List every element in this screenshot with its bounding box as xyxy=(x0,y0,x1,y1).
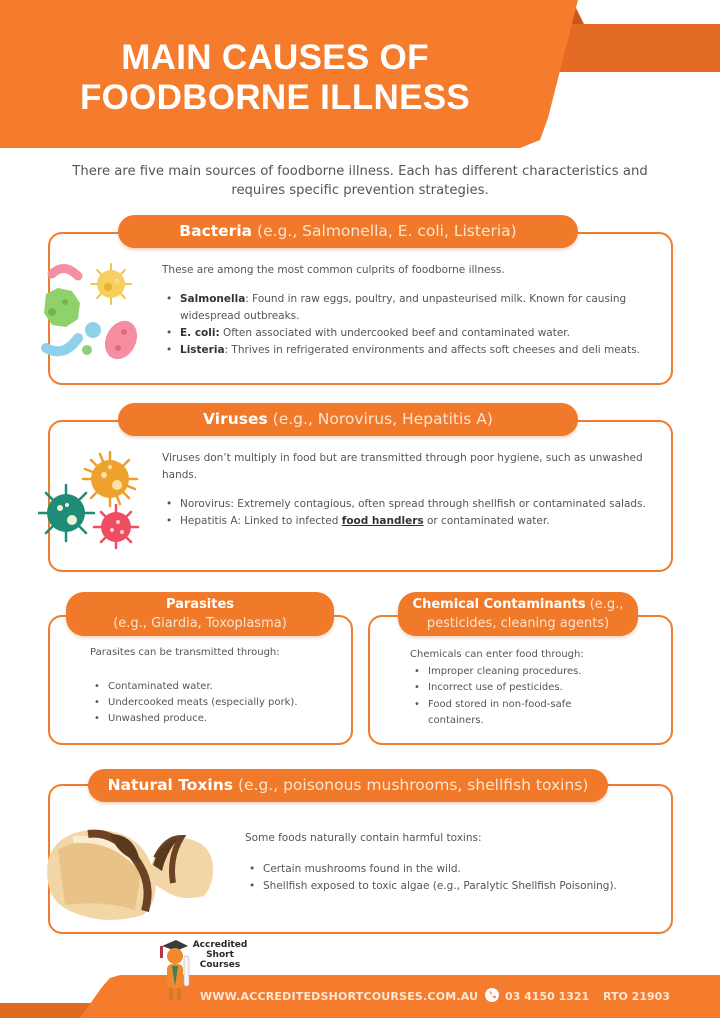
list-item: • Incorrect use of pesticides. xyxy=(410,680,620,697)
chemical-body xyxy=(410,647,620,730)
phone-number[interactable]: 03 4150 1321 xyxy=(505,990,590,1003)
parasites-examples: (e.g., Giardia, Toxoplasma) xyxy=(113,616,287,631)
title-line-1: MAIN CAUSES OF xyxy=(121,38,429,77)
list-item: • Salmonella: Found in raw eggs, poultry, and unpasteurised milk. Known for causing widespread outbreaks. xyxy=(162,291,652,325)
viruses-title: Viruses xyxy=(203,410,268,428)
brand-logo-text: Accredited Short Courses xyxy=(192,940,248,970)
chemical-intro: Chemicals can enter food through: xyxy=(410,649,584,660)
viruses-body xyxy=(162,450,652,530)
website-link[interactable]: WWW.ACCREDITEDSHORTCOURSES.COM.AU xyxy=(200,990,479,1003)
viruses-list xyxy=(162,496,652,530)
list-item: • E. coli: Often associated with undercooked beef and contaminated water. xyxy=(162,325,652,342)
virus-cluster-icon xyxy=(38,450,143,550)
parasites-title: Parasites xyxy=(165,597,235,612)
parasites-intro: Parasites can be transmitted through: xyxy=(90,647,280,658)
list-item: • Contaminated water. xyxy=(90,679,340,695)
title-line-2: FOODBORNE ILLNESS xyxy=(79,78,471,117)
phone-icon xyxy=(485,988,499,1002)
viruses-intro: Viruses don’t multiply in food but are transmitted through poor hygiene, such as unwashed hands. xyxy=(162,452,643,481)
list-item: • Improper cleaning procedures. xyxy=(410,664,620,681)
viruses-examples: (e.g., Norovirus, Hepatitis A) xyxy=(272,410,493,428)
bacteria-title: Bacteria xyxy=(179,222,253,240)
bacteria-list xyxy=(162,291,652,359)
toxins-body xyxy=(245,830,665,895)
intro-text: There are five main sources of foodborne illness. Each has different characteristics and requires specific prevention strategies. xyxy=(72,164,648,198)
parasites-heading xyxy=(66,592,334,636)
chemical-examples: pesticides, cleaning agents) xyxy=(426,616,610,631)
viruses-heading xyxy=(118,403,578,436)
list-item: • Undercooked meats (especially pork). xyxy=(90,695,340,711)
list-item: • Certain mushrooms found in the wild. xyxy=(245,861,665,878)
list-item: • Listeria: Thrives in refrigerated environments and affects soft cheeses and deli meats. xyxy=(162,342,652,359)
toxins-intro: Some foods naturally contain harmful toxins: xyxy=(245,832,482,844)
parasites-list xyxy=(90,679,340,727)
food-handlers-link[interactable]: food handlers xyxy=(341,515,424,527)
list-item: • Shellfish exposed to toxic algae (e.g., Paralytic Shellfish Poisoning). xyxy=(245,878,665,895)
header-ribbon-band xyxy=(555,24,720,72)
page-title xyxy=(40,38,510,118)
toxins-list xyxy=(245,861,665,895)
toxins-title: Natural Toxins xyxy=(107,776,234,794)
bacteria-examples: (e.g., Salmonella, E. coli, Listeria) xyxy=(257,222,517,240)
list-item: • Unwashed produce. xyxy=(90,711,340,727)
list-item: • Norovirus: Extremely contagious, often spread through shellfish or contaminated salads. xyxy=(162,496,652,513)
toxins-heading xyxy=(88,769,608,802)
rto-number: RTO 21903 xyxy=(603,990,670,1003)
parasites-body xyxy=(90,645,340,727)
bacteria-body xyxy=(162,262,652,359)
graduate-mascot-icon xyxy=(158,938,194,1002)
bacteria-cluster-icon xyxy=(38,260,148,365)
list-item: • Food stored in non-food-safe containers. xyxy=(410,697,620,730)
chemical-list xyxy=(410,664,620,730)
bacteria-intro: These are among the most common culprits of foodborne illness. xyxy=(162,264,505,276)
list-item: • Hepatitis A: Linked to infected food handlers or contaminated water. xyxy=(162,513,652,530)
chemical-title: Chemical Contaminants xyxy=(412,597,586,612)
shellfish-icon xyxy=(38,820,218,920)
toxins-examples: (e.g., poisonous mushrooms, shellfish toxins) xyxy=(237,776,589,794)
bacteria-heading xyxy=(118,215,578,248)
chemical-heading: Chemical Contaminants (e.g., pesticides, cleaning agents) xyxy=(398,592,638,636)
